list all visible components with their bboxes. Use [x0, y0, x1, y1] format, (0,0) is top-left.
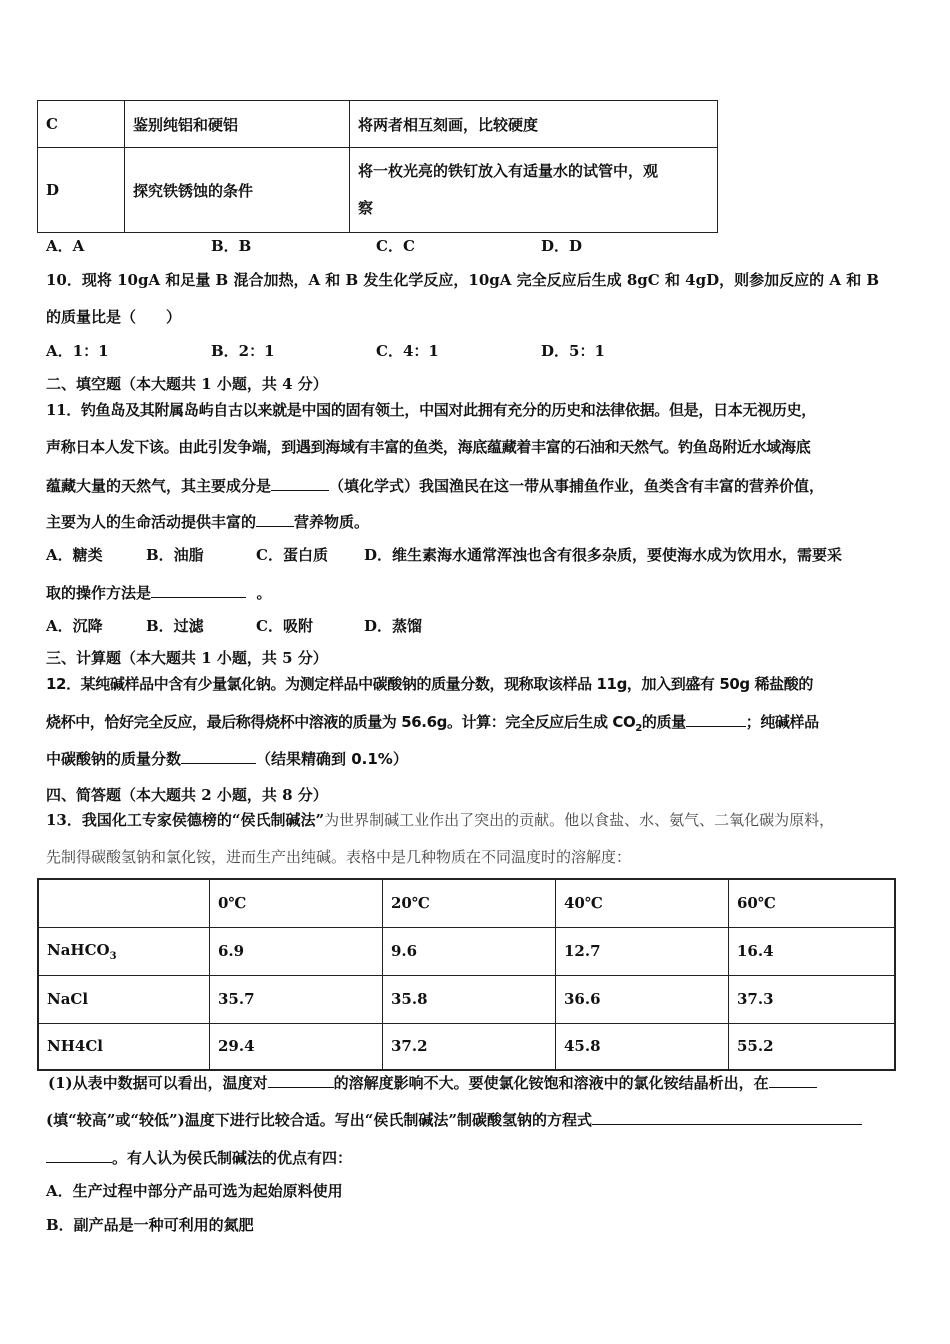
answer-blank[interactable]	[268, 1073, 334, 1088]
text: NaHCO	[47, 940, 110, 959]
q13-text	[48, 1073, 817, 1092]
value-cell: 12.7	[556, 927, 729, 975]
text: 中碳酸钠的质量分数	[46, 750, 182, 768]
value-cell: 36.6	[556, 975, 729, 1023]
table-header-row	[38, 879, 895, 927]
value-cell: 37.3	[729, 975, 896, 1023]
answer-blank[interactable]	[769, 1073, 817, 1088]
section-heading: 四、简答题（本大题共 2 小题，共 8 分）	[46, 786, 328, 804]
q13-text	[46, 811, 834, 829]
value-cell: 45.8	[556, 1023, 729, 1070]
substance-cell	[38, 927, 210, 975]
row-method: 将两者相互刻画，比较硬度	[350, 101, 718, 148]
value-cell: 29.4	[210, 1023, 383, 1070]
text: （结果精确到 0.1%）	[256, 750, 408, 768]
method-line: 察	[358, 199, 374, 217]
text: (填“较高”或“较低”)温度下进行比较合适。写出“侯氏制碱法”制碳酸氢钠的方程式	[46, 1111, 592, 1129]
option: B．B	[211, 237, 252, 255]
table-row	[38, 927, 895, 975]
value-cell: 35.8	[383, 975, 556, 1023]
header-cell: 40℃	[556, 879, 729, 927]
text: 蕴藏大量的天然气，其主要成分是	[46, 477, 272, 495]
header-cell	[38, 879, 210, 927]
option: C．吸附	[256, 617, 313, 635]
text: 营养物质。	[294, 513, 370, 531]
option: A．糖类	[46, 546, 103, 564]
subscript: 3	[109, 950, 117, 962]
experiment-table	[37, 100, 718, 233]
table-row	[38, 101, 718, 148]
header-cell: 20℃	[383, 879, 556, 927]
section-heading: 二、填空题（本大题共 1 小题，共 4 分）	[46, 375, 328, 393]
text: 13．我国化工专家侯德榜的“侯氏制碱法”	[46, 811, 325, 829]
text: ；纯碱样品	[745, 713, 819, 731]
q13-text: 先制得碳酸氢钠和氯化铵，进而生产出纯碱。表格中是几种物质在不同温度时的溶解度：	[46, 848, 632, 866]
method-line: 将一枚光亮的铁钉放入有适量水的试管中，观	[358, 162, 659, 180]
text: 。有人认为侯氏制碱法的优点有四：	[112, 1149, 353, 1167]
header-cell: 60℃	[729, 879, 896, 927]
text: 的溶解度影响不大。要使氯化铵饱和溶液中的氯化铵结晶析出，在	[333, 1074, 769, 1092]
q11-text: 11．钓鱼岛及其附属岛屿自古以来就是中国的固有领土，中国对此拥有充分的历史和法律依据。但是，日本无视历史，	[46, 401, 816, 419]
value-cell: 9.6	[383, 927, 556, 975]
answer-blank[interactable]	[46, 1148, 112, 1163]
option: C．蛋白质	[256, 546, 328, 564]
option: B．油脂	[146, 546, 204, 564]
subscript: 2	[635, 723, 642, 734]
q13-text	[46, 1110, 862, 1129]
value-cell: 16.4	[729, 927, 896, 975]
option: B．过滤	[146, 617, 204, 635]
answer-blank[interactable]	[151, 583, 246, 598]
answer-blank[interactable]	[271, 476, 329, 491]
row-item: 探究铁锈蚀的条件	[125, 148, 350, 233]
answer-blank[interactable]	[181, 749, 256, 764]
substance-cell: NH4Cl	[38, 1023, 210, 1070]
value-cell: 55.2	[729, 1023, 896, 1070]
q11-text	[46, 512, 369, 531]
answer-blank[interactable]	[686, 712, 746, 727]
q10-text: 10．现将 10gA 和足量 B 混合加热，A 和 B 发生化学反应，10gA 完全反应后生成 8gC 和 4gD，则参加反应的 A 和 B	[46, 271, 880, 289]
text: 主要为人的生命活动提供丰富的	[46, 513, 257, 531]
option: A．沉降	[46, 617, 103, 635]
text: 烧杯中，恰好完全反应，最后称得烧杯中溶液的质量为 56.6g。计算：完全反应后生成 CO	[46, 713, 636, 731]
row-item: 鉴别纯铝和硬铝	[125, 101, 350, 148]
option: B．副产品是一种可利用的氮肥	[46, 1216, 254, 1234]
value-cell: 35.7	[210, 975, 383, 1023]
q12-text	[46, 712, 819, 738]
option: C．4：1	[376, 342, 439, 360]
header-cell: 0℃	[210, 879, 383, 927]
text: 取的操作方法是	[46, 584, 152, 602]
table-row	[38, 1023, 895, 1070]
answer-blank[interactable]	[592, 1110, 862, 1125]
row-key: C	[38, 101, 125, 148]
option: D．D	[541, 237, 583, 255]
option: A．1：1	[46, 342, 109, 360]
solubility-table	[37, 878, 896, 1071]
option: D．5：1	[541, 342, 605, 360]
section-heading: 三、计算题（本大题共 1 小题，共 5 分）	[46, 649, 328, 667]
row-key: D	[38, 148, 125, 233]
q12-text	[46, 749, 408, 768]
option: D．蒸馏	[364, 617, 423, 635]
q13-text	[46, 1148, 352, 1167]
text: (1)从表中数据可以看出，温度对	[48, 1074, 268, 1092]
q12-text: 12．某纯碱样品中含有少量氯化钠。为测定样品中碳酸钠的质量分数，现称取该样品 11g，加入到盛有 50g 稀盐酸的	[46, 675, 813, 693]
q11-text: 声称日本人发下该。由此引发争端，到遇到海域有丰富的鱼类，海底蕴藏着丰富的石油和天然气。钓鱼岛附近水域海底	[46, 438, 811, 456]
q10-text: 的质量比是（ ）	[46, 308, 182, 326]
option: C．C	[376, 237, 415, 255]
substance-cell: NaCl	[38, 975, 210, 1023]
row-method	[350, 148, 718, 233]
table-row	[38, 975, 895, 1023]
text: 的质量	[641, 713, 686, 731]
option: A．生产过程中部分产品可选为起始原料使用	[46, 1182, 343, 1200]
q11-text	[46, 476, 824, 495]
text: 为世界制碱工业作出了突出的贡献。他以食盐、水、氨气、二氧化碳为原料，	[324, 811, 835, 829]
answer-blank[interactable]	[256, 512, 294, 527]
q11-text	[46, 583, 271, 602]
value-cell: 6.9	[210, 927, 383, 975]
table-row	[38, 148, 718, 233]
text: 。	[256, 584, 272, 602]
option: A．A	[46, 237, 85, 255]
text: （填化学式）我国渔民在这一带从事捕鱼作业，鱼类含有丰富的营养价值，	[329, 477, 825, 495]
value-cell: 37.2	[383, 1023, 556, 1070]
option: B．2：1	[211, 342, 275, 360]
option: D．维生素海水通常浑浊也含有很多杂质，要使海水成为饮用水，需要采	[364, 546, 843, 564]
